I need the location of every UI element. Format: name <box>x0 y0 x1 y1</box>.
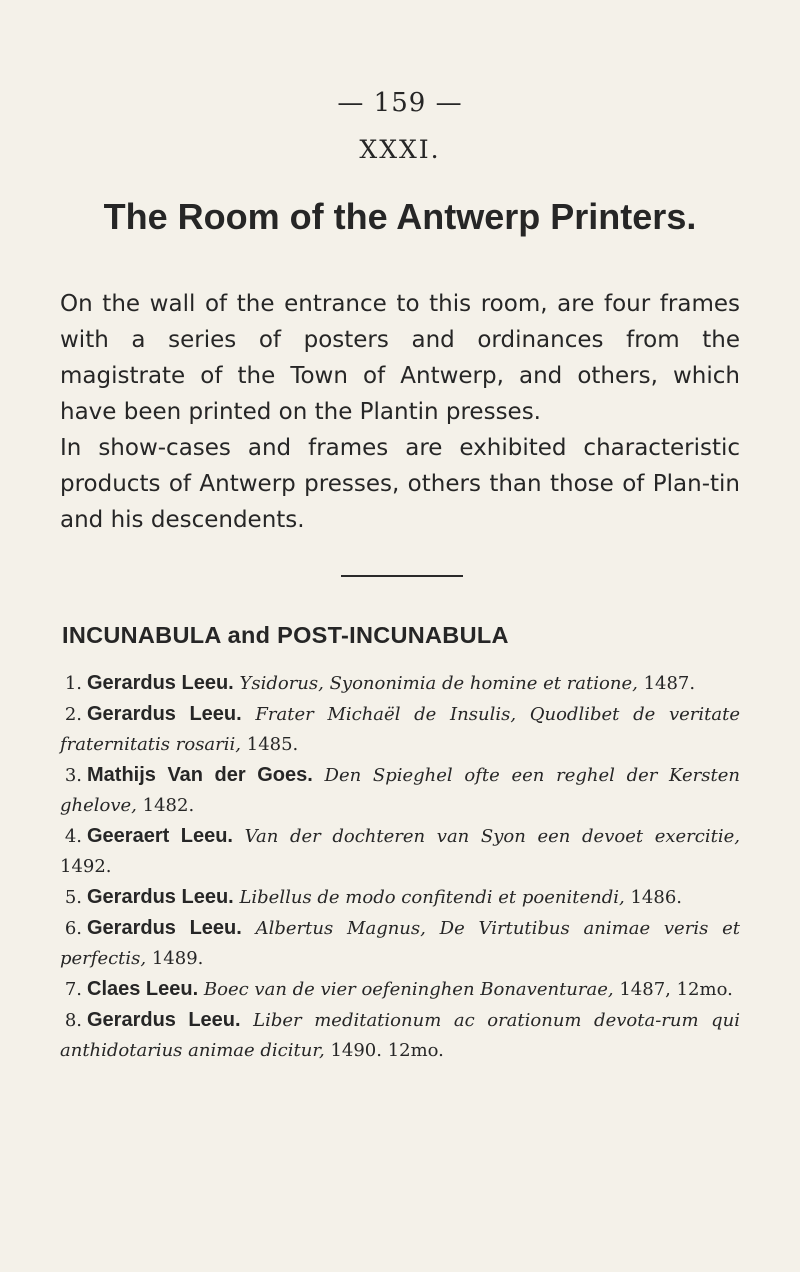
entry-title: Libellus de modo confitendi et poenitendi, <box>239 887 625 908</box>
entry-title: Liber meditationum ac orationum devota-rum qui anthidotarius animae dicitur, <box>60 1010 740 1061</box>
list-item <box>60 760 740 821</box>
entry-details: 1487, 12mo. <box>619 979 733 1000</box>
entry-details: 1490. 12mo. <box>330 1040 444 1061</box>
list-item <box>60 1005 740 1066</box>
entry-title: Frater Michaël de Insulis, Quodlibet de veritate fraternitatis rosarii, <box>60 704 740 755</box>
entry-title: Ysidorus, Syononimia de homine et ratione, <box>239 673 638 694</box>
entry-details: 1485. <box>246 734 299 755</box>
intro-paragraph: In show-cases and frames are exhibited characteristic products of Antwerp presses, others than those of Plan-tin and his descendents. <box>60 435 740 533</box>
entry-details: 1486. <box>630 887 682 908</box>
page-title: The Room of the Antwerp Printers. <box>103 196 697 237</box>
entry-printer: Mathijs Van der Goes. <box>87 764 313 786</box>
entry-details: 1482. <box>142 795 195 816</box>
entry-number: 2. <box>64 704 82 725</box>
page-number: — 159 — <box>337 88 463 118</box>
section-heading: INCUNABULA and POST-INCUNABULA <box>62 622 509 648</box>
entry-printer: Gerardus Leeu. <box>87 917 242 939</box>
entry-details: 1492. <box>60 856 112 877</box>
entry-number: 4. <box>64 826 82 847</box>
entry-title: Den Spieghel ofte een reghel der Kersten ghelove, <box>60 765 740 816</box>
entry-title: Albertus Magnus, De Virtutibus animae veris et perfectis, <box>60 918 740 969</box>
entry-title: Boec van de vier oefeninghen Bonaventurae, <box>203 979 614 1000</box>
catalogue-list <box>60 668 740 1066</box>
entry-number: 7. <box>64 979 82 1000</box>
list-item <box>60 668 740 699</box>
list-item <box>60 821 740 882</box>
section-divider <box>341 575 463 577</box>
intro-paragraph: On the wall of the entrance to this room, are four frames with a series of posters and ordinances from the magistrate of the Town of Antwerp, and others, which have been printed on the Plantin presses. <box>60 291 740 425</box>
entry-number: 3. <box>64 765 82 786</box>
list-item <box>60 974 740 1005</box>
entry-title: Van der dochteren van Syon een devoet exercitie, <box>244 826 740 847</box>
list-item <box>60 913 740 974</box>
entry-number: 1. <box>64 673 82 694</box>
entry-printer: Gerardus Leeu. <box>87 703 242 725</box>
intro-text <box>60 286 740 538</box>
entry-details: 1489. <box>151 948 204 969</box>
entry-printer: Gerardus Leeu. <box>87 672 234 694</box>
entry-number: 6. <box>64 918 82 939</box>
chapter-number: XXXI. <box>359 135 441 164</box>
entry-printer: Claes Leeu. <box>87 978 199 1000</box>
entry-printer: Geeraert Leeu. <box>87 825 233 847</box>
list-item <box>60 882 740 913</box>
entry-printer: Gerardus Leeu. <box>87 1009 241 1031</box>
entry-printer: Gerardus Leeu. <box>87 886 234 908</box>
entry-number: 8. <box>64 1010 82 1031</box>
entry-number: 5. <box>64 887 82 908</box>
list-item <box>60 699 740 760</box>
entry-details: 1487. <box>643 673 696 694</box>
